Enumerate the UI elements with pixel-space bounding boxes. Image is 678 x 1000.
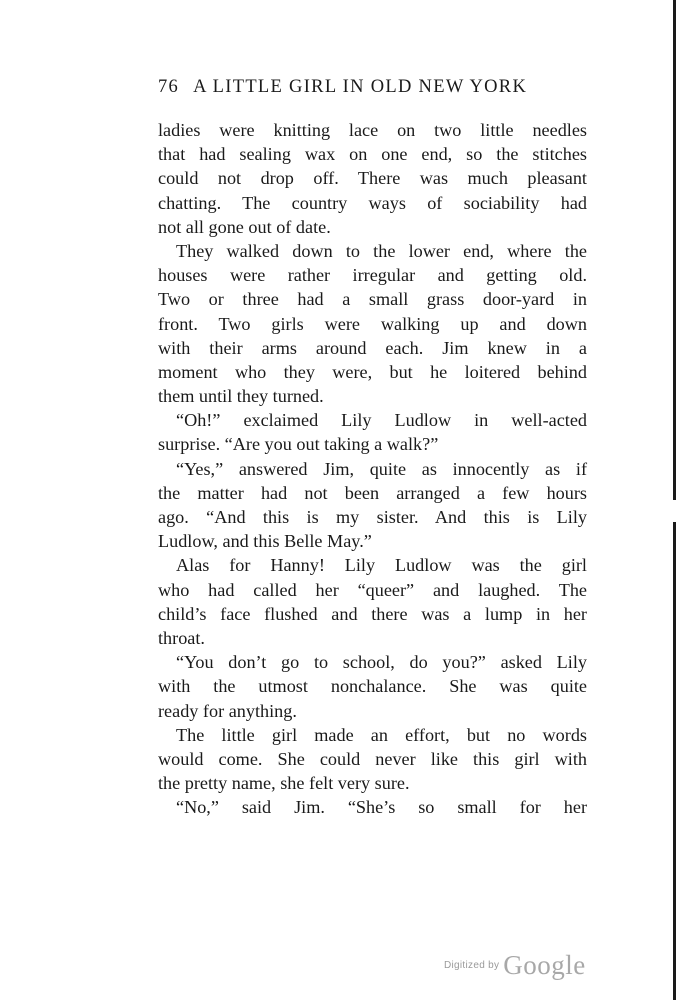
text-line: ready for anything. xyxy=(158,700,297,721)
text-line: would come. She could never like this girl with xyxy=(158,748,587,769)
page-number: 76 xyxy=(158,77,180,97)
text-line: ladies were knitting lace on two little needles xyxy=(158,120,587,140)
text-line: child’s face flushed and there was a lump in her xyxy=(158,603,587,624)
text-line: who had called her “queer” and laughed. The xyxy=(158,579,587,600)
running-header xyxy=(158,77,588,98)
text-line: throat. xyxy=(158,627,205,648)
paragraph xyxy=(158,118,587,239)
paragraph xyxy=(158,795,587,819)
text-line: not all gone out of date. xyxy=(158,216,331,237)
text-line: moment who they were, but he loitered behind xyxy=(158,361,587,382)
text-line: “You don’t go to school, do you?” asked Lily xyxy=(176,652,587,673)
text-line: Two or three had a small grass door-yard in xyxy=(158,289,587,310)
paragraph xyxy=(158,553,587,650)
text-line: could not drop off. There was much pleasant xyxy=(158,168,587,189)
text-line: the matter had not been arranged a few hours xyxy=(158,482,587,503)
text-line: with the utmost nonchalance. She was quite xyxy=(158,676,587,697)
text-line: “No,” said Jim. “She’s so small for her xyxy=(176,797,587,818)
paragraph xyxy=(158,723,587,796)
text-line: Alas for Hanny! Lily Ludlow was the girl xyxy=(176,555,587,576)
paragraph xyxy=(158,408,587,456)
paragraph xyxy=(158,239,587,408)
text-line: chatting. The country ways of sociability had xyxy=(158,192,587,213)
text-line: houses were rather irregular and getting old. xyxy=(158,265,587,286)
google-logo: Google xyxy=(503,950,586,980)
text-line: ago. “And this is my sister. And this is Lily xyxy=(158,507,587,527)
paragraph xyxy=(158,457,587,554)
text-line: front. Two girls were walking up and down xyxy=(158,313,587,334)
digitized-watermark xyxy=(444,950,586,981)
text-line: Ludlow, and this Belle May.” xyxy=(158,531,372,552)
text-line: them until they turned. xyxy=(158,386,324,407)
body-text xyxy=(158,118,587,819)
digitized-by-label: Digitized by xyxy=(444,960,500,971)
text-line: surprise. “Are you out taking a walk?” xyxy=(158,434,439,455)
text-line: with their arms around each. Jim knew in a xyxy=(158,337,587,358)
page-edge-gap xyxy=(670,500,678,522)
text-line: The little girl made an effort, but no words xyxy=(176,724,587,745)
text-line: the pretty name, she felt very sure. xyxy=(158,773,410,794)
text-line: that had sealing wax on one end, so the stitches xyxy=(158,144,587,165)
text-line: They walked down to the lower end, where the xyxy=(176,240,587,261)
text-line: “Yes,” answered Jim, quite as innocently as if xyxy=(176,458,587,479)
running-title: A LITTLE GIRL IN OLD NEW YORK xyxy=(193,77,528,97)
text-line: “Oh!” exclaimed Lily Ludlow in well-acted xyxy=(176,410,587,431)
paragraph xyxy=(158,650,587,723)
